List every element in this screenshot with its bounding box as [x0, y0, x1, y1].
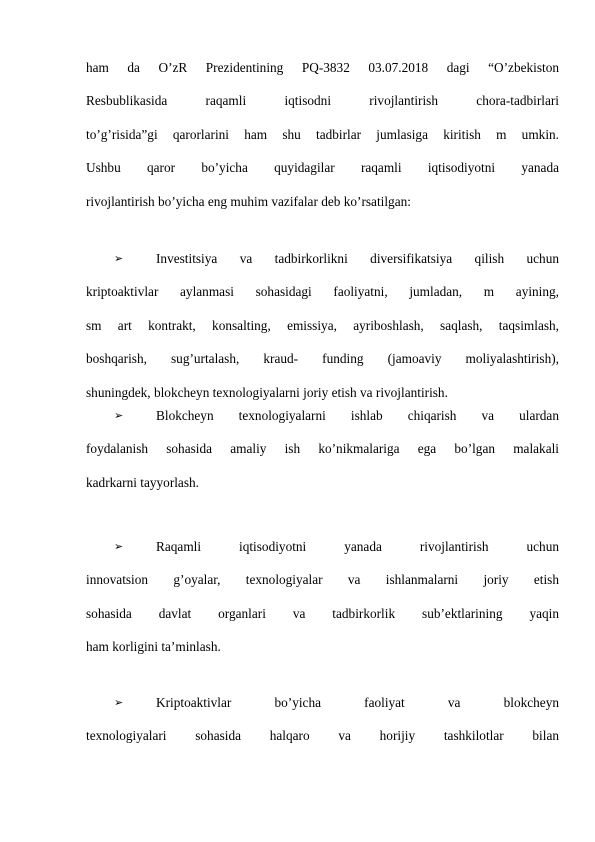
- text-line: sohasida davlat organlari va tadbirkorlik sub’ektlarining yaqin: [86, 605, 559, 621]
- arrow-bullet-icon: ➢: [114, 252, 124, 265]
- text-line: ham korligini ta’minlash.: [86, 639, 221, 655]
- text-line: rivojlantirish bo’yicha eng muhim vazifalar deb ko’rsatilgan:: [86, 193, 411, 209]
- arrow-bullet-icon: ➢: [114, 540, 124, 553]
- bullet-first-line: [86, 242, 559, 275]
- bullet-item: [86, 686, 559, 753]
- bullet-first-line: [86, 399, 559, 432]
- arrow-bullet-icon: ➢: [114, 409, 124, 422]
- bullet-item: [86, 530, 559, 664]
- text-line: texnologiyalari sohasida halqaro va horijiy tashkilotlar bilan: [86, 728, 559, 744]
- text-line: to’g’risida”gi qarorlarini ham shu tadbirlar jumlasiga kiritish m umkin.: [86, 126, 559, 142]
- text-line: Kriptoaktivlar bo’yicha faoliyat va blokcheyn: [156, 695, 559, 710]
- text-line: foydalanish sohasida amaliy ish ko’nikmalariga ega bo’lgan malakali: [86, 441, 559, 457]
- text-line: Investitsiya va tadbirkorlikni diversifikatsiya qilish uchun: [156, 251, 559, 266]
- arrow-bullet-icon: ➢: [114, 696, 124, 709]
- bullet-first-line: [86, 686, 559, 719]
- text-line: Resbublikasida raqamli iqtisodni rivojlantirish chora-tadbirlari: [86, 93, 559, 109]
- bullet-first-line: [86, 530, 559, 563]
- text-line: boshqarish, sug’urtalash, kraud- funding (jamoaviy moliyalashtirish),: [86, 351, 559, 367]
- text-line: kriptoaktivlar aylanmasi sohasidagi faoliyatni, jumladan, m ayining,: [86, 284, 559, 300]
- text-line: ham da O’zR Prezidentining PQ-3832 03.07.2018 dagi “O’zbekiston: [86, 60, 559, 75]
- bullet-item: [86, 242, 559, 409]
- text-line: sm art kontrakt, konsalting, emissiya, ayriboshlash, saqlash, taqsimlash,: [86, 317, 559, 333]
- text-line: shuningdek, blokcheyn texnologiyalarni joriy etish va rivojlantirish.: [86, 384, 448, 400]
- text-line: innovatsion g’oyalar, texnologiyalar va ishlanmalarni joriy etish: [86, 572, 559, 588]
- bullet-item: [86, 399, 559, 499]
- intro-paragraph: [86, 51, 559, 218]
- text-line: Raqamli iqtisodiyotni yanada rivojlantirish uchun: [156, 539, 559, 554]
- text-line: Ushbu qaror bo’yicha quyidagilar raqamli iqtisodiyotni yanada: [86, 160, 559, 176]
- text-line: Blokcheyn texnologiyalarni ishlab chiqarish va ulardan: [156, 408, 559, 423]
- text-line: kadrkarni tayyorlash.: [86, 474, 199, 490]
